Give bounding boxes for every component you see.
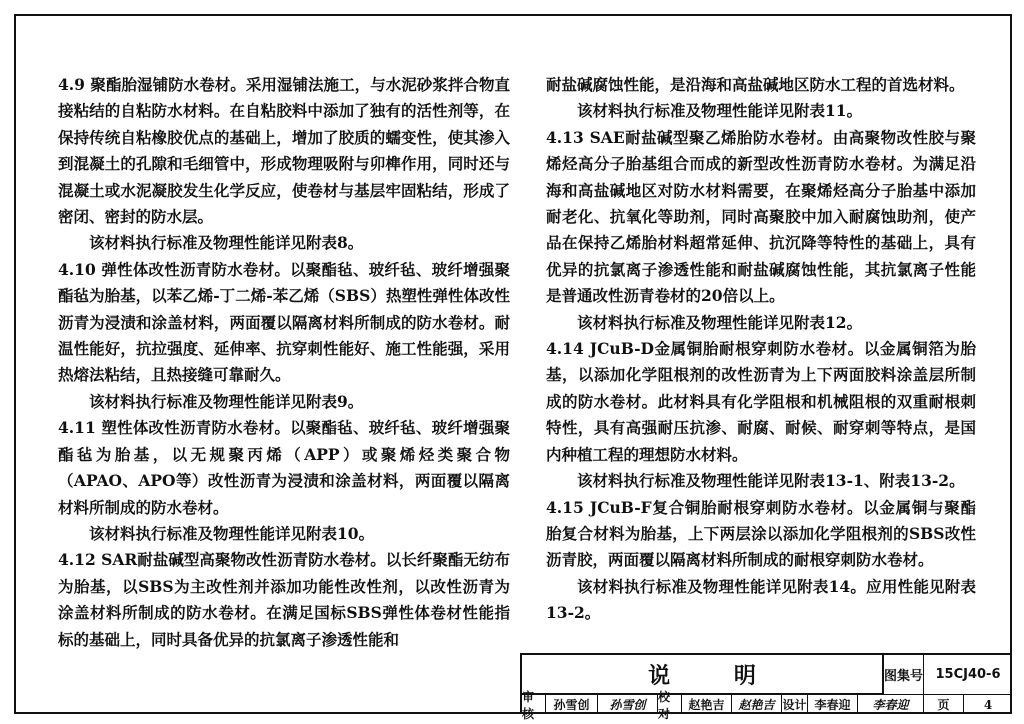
left-column: [58, 72, 510, 653]
right-column: [546, 72, 976, 627]
paragraph: 该材料执行标准及物理性能详见附表12。: [577, 312, 863, 332]
checker-name: 赵艳吉: [682, 695, 732, 714]
checker-signature: 赵艳吉: [732, 695, 782, 714]
paragraph: 该材料执行标准及物理性能详见附表9。: [89, 391, 364, 411]
review-label: 审核: [522, 695, 546, 714]
designer-signature: 李春迎: [858, 695, 924, 714]
paragraph: 4.14 JCuB-D金属铜胎耐根穿刺防水卷材。以金属铜箔为胎基，以添加化学阻根剂的改性沥青为上下两面胶料涂盖层所制成的防水卷材。此材料具有化学阻根和机械阻根的双重耐根刺特性，具有高强耐压抗渗、耐腐、耐候、耐穿刺等特点，是国内种植工程的理想防水材料。: [546, 339, 976, 464]
paragraph: 4.10 弹性体改性沥青防水卷材。以聚酯毡、玻纤毡、玻纤增强聚酯毡为胎基，以苯乙烯-丁二烯-苯乙烯（SBS）热塑性弹性体改性沥青为浸渍和涂盖材料，两面覆以隔离材料所制成的防水卷材。耐温性能好，抗拉强度、延伸率、抗穿刺性能好、施工性能强，采用热熔法粘结，且热接缝可靠耐久。: [58, 259, 510, 385]
atlas-number: 15CJ40-6: [924, 655, 1012, 695]
atlas-number-label: 图集号: [884, 655, 924, 695]
signature-row: [522, 689, 1012, 721]
paragraph: 该材料执行标准及物理性能详见附表13-1、附表13-2。: [577, 471, 965, 491]
paragraph: 4.11 塑性体改性沥青防水卷材。以聚酯毡、玻纤毡、玻纤增强聚酯毡为胎基，以无规聚丙烯（APP）或聚烯烃类聚合物（APAO、APO等）改性沥青为浸渍和涂盖材料，两面覆以隔离材料所制成的防水卷材。: [58, 418, 510, 517]
page-label: 页: [924, 695, 964, 714]
paragraph: 4.9 聚酯胎湿铺防水卷材。采用湿铺法施工，与水泥砂浆拌合物直接粘结的自粘防水材料。在自粘胶料中添加了独有的活性剂等，在保持传统自粘橡胶优点的基础上，增加了胶质的蠕变性，使其渗入到混凝土的孔隙和毛细管中，形成物理吸附与卯榫作用，同时还与混凝土或水泥凝胶发生化学反应，使卷材与基层牢固粘结，形成了密闭、密封的防水层。: [58, 75, 510, 227]
title-block: [520, 653, 1012, 721]
paragraph: 耐盐碱腐蚀性能，是沿海和高盐碱地区防水工程的首选材料。: [546, 75, 965, 94]
paragraph: 4.15 JCuB-F复合铜胎耐根穿刺防水卷材。以金属铜与聚酯胎复合材料为胎基，上下两层涂以添加化学阻根剂的SBS改性沥青胶，两面覆以隔离材料所制成的耐根穿刺防水卷材。: [546, 497, 976, 570]
drawing-title: 说 明: [522, 655, 884, 695]
paragraph: 该材料执行标准及物理性能详见附表14。应用性能见附表13-2。: [546, 576, 976, 623]
design-label: 设计: [782, 695, 808, 714]
page-number: 4: [983, 697, 993, 712]
designer-name: 李春迎: [808, 695, 858, 714]
paragraph: 该材料执行标准及物理性能详见附表11。: [577, 101, 863, 121]
reviewer-signature: 孙雪创: [598, 695, 658, 714]
paragraph: 该材料执行标准及物理性能详见附表8。: [89, 233, 364, 253]
check-label: 校对: [658, 695, 682, 714]
reviewer-name: 孙雪创: [546, 695, 598, 714]
paragraph: 该材料执行标准及物理性能详见附表10。: [89, 523, 375, 543]
paragraph: 4.12 SAR耐盐碱型高聚物改性沥青防水卷材。以长纤聚酯无纺布为胎基，以SBS为主改性剂并添加功能性改性剂，以改性沥青为涂盖材料所制成的防水卷材。在满足国标SBS弹性体卷材性能指标的基础上，同时具备优异的抗氯离子渗透性能和: [58, 550, 510, 649]
paragraph: 4.13 SAE耐盐碱型聚乙烯胎防水卷材。由高聚物改性胶与聚烯烃高分子胎基组合而成的新型改性沥青防水卷材。为满足沿海和高盐碱地区对防水材料需要，在聚烯烃高分子胎基中添加耐老化、抗氧化等助剂，同时高聚胶中加入耐腐蚀助剂，使产品在保持乙烯胎材料超常延伸、抗沉降等特性的基础上，具有优异的抗氯离子渗透性能和耐盐碱腐蚀性能，其抗氯离子性能是普通改性沥青卷材的20倍以上。: [546, 127, 976, 306]
